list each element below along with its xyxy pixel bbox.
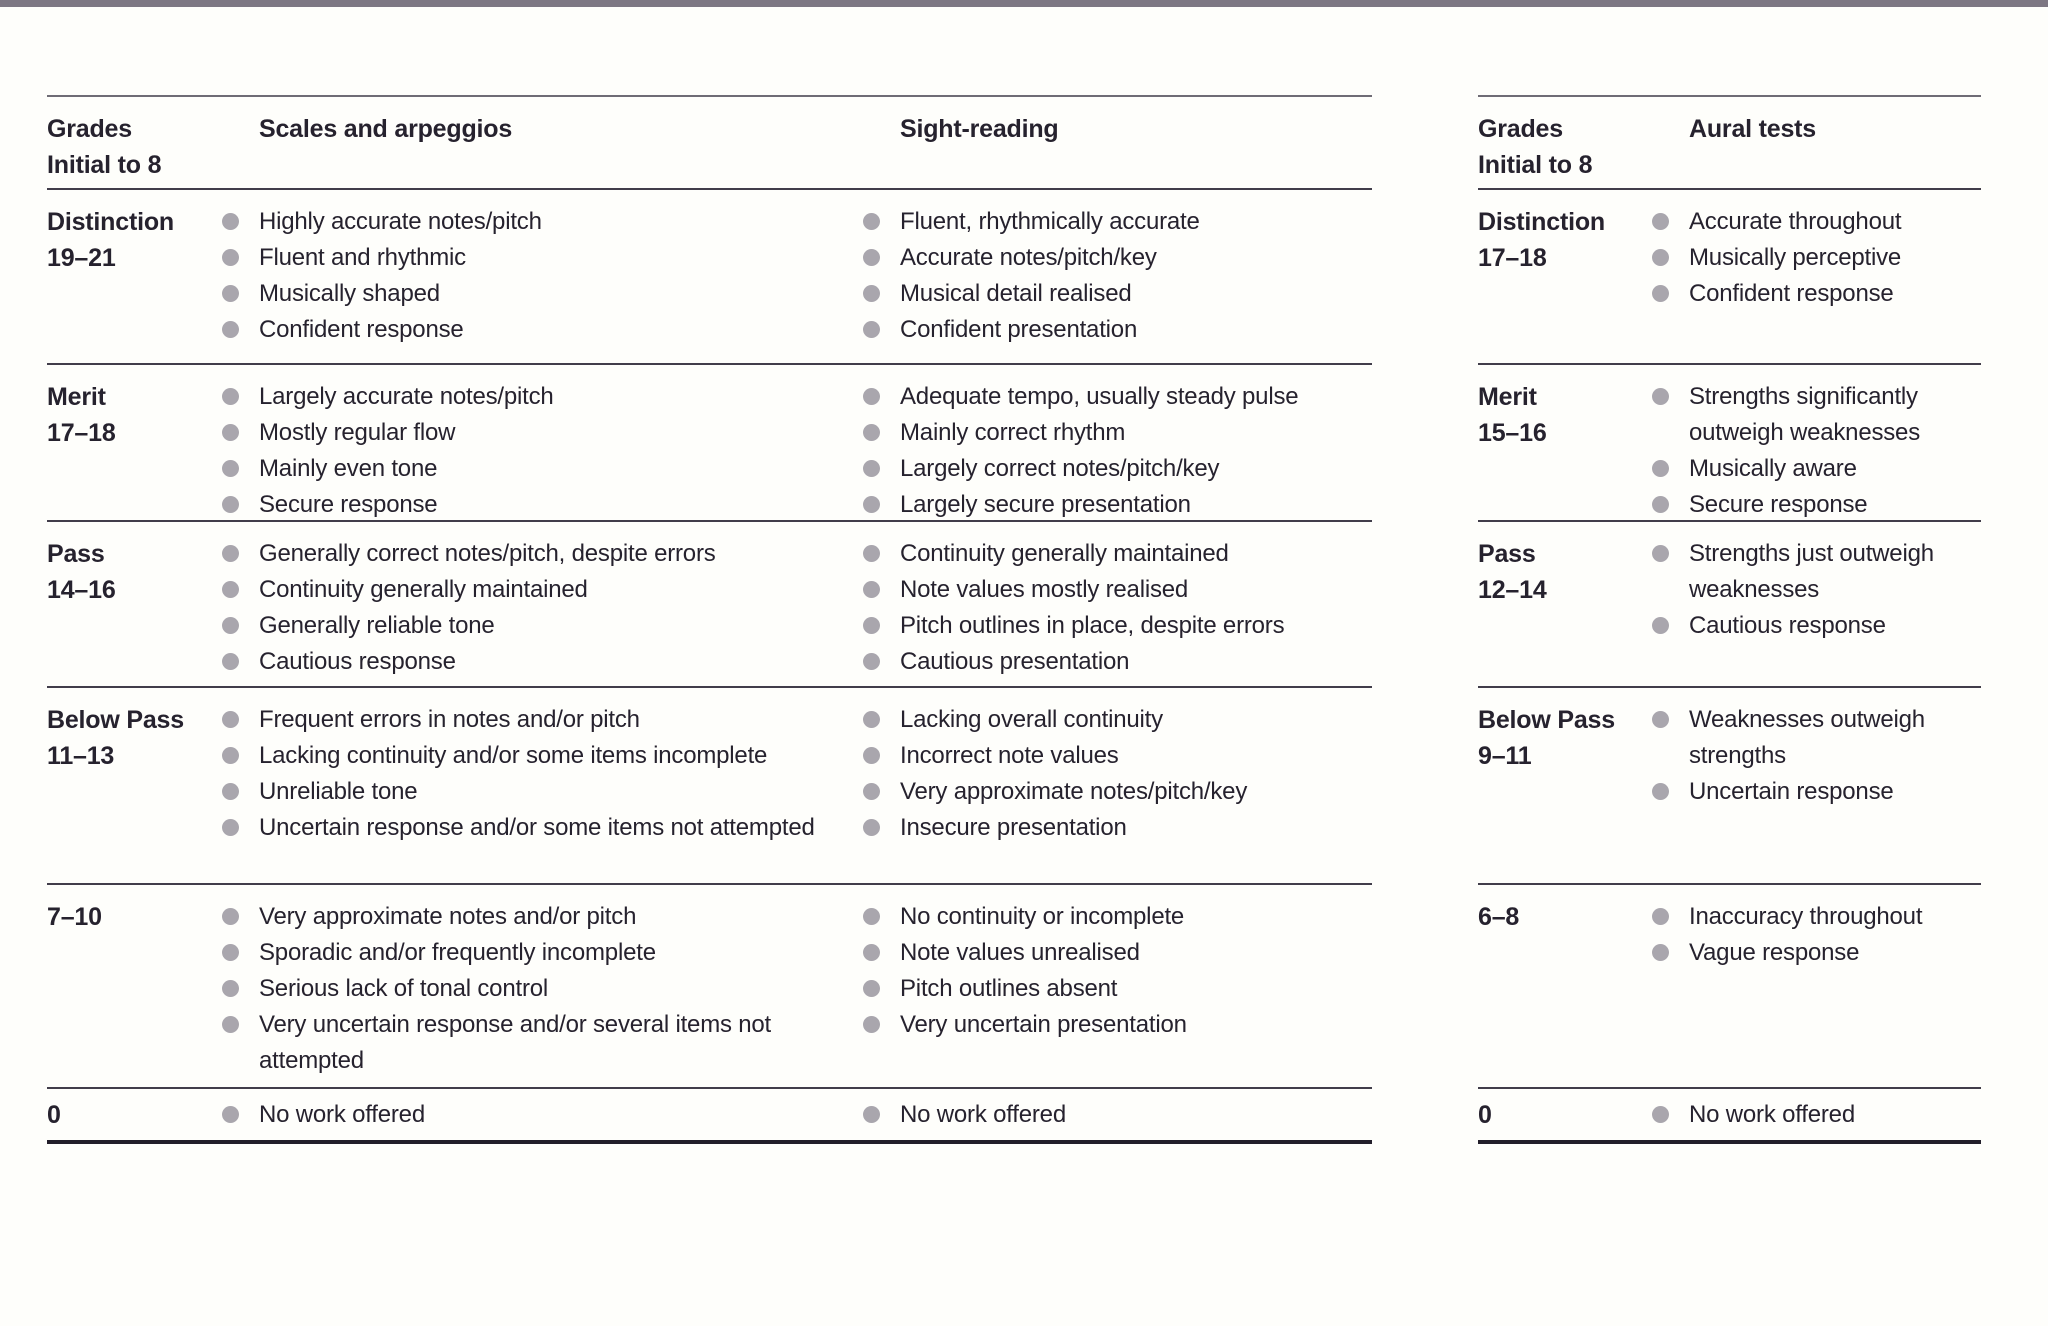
bullet-icon	[1652, 496, 1669, 513]
criterion-text: Lacking overall continuity	[900, 706, 1163, 733]
criterion-item	[863, 204, 1372, 240]
criterion-item	[863, 276, 1372, 312]
bullet-icon	[863, 321, 880, 338]
aural-criteria-list	[1652, 522, 1981, 686]
criterion-item	[863, 774, 1372, 810]
criterion-item	[222, 379, 815, 415]
bullet-icon	[1652, 545, 1669, 562]
bullet-icon	[222, 819, 239, 836]
grade-label: Pass	[1478, 540, 1536, 568]
bullet-icon	[222, 581, 239, 598]
criterion-item	[222, 240, 815, 276]
aural-header-cell: Aural tests	[1689, 115, 1817, 143]
criterion-text: Confident response	[1689, 280, 1894, 307]
criterion-text: Serious lack of tonal control	[259, 975, 549, 1002]
criterion-item	[863, 702, 1372, 738]
criterion-text: Frequent errors in notes and/or pitch	[259, 706, 640, 733]
criterion-text: No work offered	[1689, 1101, 1855, 1128]
bullet-icon	[222, 496, 239, 513]
criterion-item	[1652, 774, 1981, 810]
criterion-item	[863, 415, 1372, 451]
criterion-text: Accurate notes/pitch/key	[900, 244, 1157, 271]
criterion-item	[1652, 935, 1981, 971]
criterion-item	[863, 810, 1372, 846]
table-header-row	[47, 97, 1372, 190]
table-row-below-pass	[47, 688, 1372, 885]
bullet-icon	[222, 653, 239, 670]
bullet-icon	[222, 388, 239, 405]
bullet-icon	[222, 908, 239, 925]
criterion-text: Insecure presentation	[900, 814, 1127, 841]
criterion-item	[222, 935, 815, 971]
criterion-text: Strengths just outweigh weaknesses	[1689, 540, 1934, 603]
bullet-icon	[863, 388, 880, 405]
bullet-icon	[1652, 388, 1669, 405]
marks-range: 19–21	[47, 244, 116, 272]
aural-criteria-list	[1652, 885, 1981, 1087]
criterion-item	[863, 536, 1372, 572]
criterion-text: Secure response	[259, 491, 438, 518]
criterion-text: Musically aware	[1689, 455, 1857, 482]
criterion-text: Accurate throughout	[1689, 208, 1902, 235]
criterion-item	[222, 312, 815, 348]
criterion-text: Very approximate notes/pitch/key	[900, 778, 1248, 805]
bullet-icon	[863, 980, 880, 997]
scales-sightreading-table	[47, 95, 1372, 1144]
grade-label: Below Pass	[47, 706, 184, 734]
criterion-item	[863, 935, 1372, 971]
grades-header-line2: Initial to 8	[47, 151, 162, 179]
aural-criteria-list	[1652, 190, 1981, 363]
bullet-icon	[863, 581, 880, 598]
criterion-item	[1652, 204, 1981, 240]
bullet-icon	[222, 321, 239, 338]
criterion-text: Unreliable tone	[259, 778, 418, 805]
bullet-icon	[863, 213, 880, 230]
scales-header-cell: Scales and arpeggios	[259, 115, 513, 143]
criterion-text: Generally reliable tone	[259, 612, 495, 639]
criterion-item	[222, 572, 815, 608]
bullet-icon	[863, 424, 880, 441]
criterion-text: Vague response	[1689, 939, 1860, 966]
marks-range: 7–10	[47, 903, 102, 931]
criterion-text: Generally correct notes/pitch, despite errors	[259, 540, 716, 567]
criterion-text: Mainly correct rhythm	[900, 419, 1126, 446]
marks-range: 0	[47, 1101, 61, 1129]
grade-cell	[47, 688, 222, 883]
table-row-distinction	[1478, 190, 1981, 365]
criterion-item	[1652, 240, 1981, 276]
marks-range: 12–14	[1478, 576, 1547, 604]
criterion-item	[1652, 451, 1981, 487]
criterion-item	[863, 312, 1372, 348]
criterion-item	[222, 899, 815, 935]
criterion-text: Confident response	[259, 316, 464, 343]
criterion-text: Very uncertain presentation	[900, 1011, 1187, 1038]
aural-criteria-list	[1652, 1089, 1981, 1140]
criterion-item	[863, 487, 1372, 520]
criterion-item	[222, 276, 815, 312]
criterion-item	[863, 1007, 1372, 1043]
criterion-text: Uncertain response	[1689, 778, 1894, 805]
criterion-text: Lacking continuity and/or some items incomplete	[259, 742, 768, 769]
criterion-text: Note values unrealised	[900, 939, 1140, 966]
criterion-item	[863, 240, 1372, 276]
grade-cell	[47, 522, 222, 686]
criterion-item	[863, 899, 1372, 935]
criterion-text: Musically shaped	[259, 280, 440, 307]
criterion-item	[222, 774, 815, 810]
criterion-item	[863, 644, 1372, 680]
table-row-merit	[47, 365, 1372, 522]
marks-range: 14–16	[47, 576, 116, 604]
marks-range: 17–18	[1478, 244, 1547, 272]
marks-range: 11–13	[47, 742, 115, 770]
bullet-icon	[1652, 711, 1669, 728]
grade-label: Merit	[47, 383, 106, 411]
grade-cell	[1478, 885, 1652, 1087]
grade-label: Distinction	[1478, 208, 1605, 236]
bullet-icon	[1652, 213, 1669, 230]
criterion-item	[863, 379, 1372, 415]
criterion-text: No work offered	[900, 1101, 1066, 1128]
grade-label: Merit	[1478, 383, 1537, 411]
criterion-item	[222, 608, 815, 644]
bullet-icon	[1652, 1106, 1669, 1123]
grade-cell	[1478, 522, 1652, 686]
marks-range: 9–11	[1478, 742, 1532, 770]
grades-header-line1: Grades	[1478, 115, 1563, 143]
criterion-item	[222, 810, 815, 846]
criterion-item	[1652, 276, 1981, 312]
criterion-text: Cautious presentation	[900, 648, 1130, 675]
criterion-text: Highly accurate notes/pitch	[259, 208, 542, 235]
grade-cell	[1478, 190, 1652, 363]
grade-cell	[47, 190, 222, 363]
bullet-icon	[222, 424, 239, 441]
criterion-text: Fluent and rhythmic	[259, 244, 466, 271]
criterion-text: No continuity or incomplete	[900, 903, 1185, 930]
table-row-6-8	[1478, 885, 1981, 1089]
criterion-text: Musically perceptive	[1689, 244, 1902, 271]
aural-criteria-list	[1652, 365, 1981, 520]
criterion-item	[1652, 379, 1981, 451]
criterion-text: Pitch outlines in place, despite errors	[900, 612, 1285, 639]
table-row-below-pass	[1478, 688, 1981, 885]
criterion-text: Cautious response	[1689, 612, 1886, 639]
bullet-icon	[1652, 285, 1669, 302]
table-header-row	[1478, 97, 1981, 190]
criterion-text: Inaccuracy throughout	[1689, 903, 1923, 930]
table-row-distinction	[47, 190, 1372, 365]
criterion-item	[863, 608, 1372, 644]
bullet-icon	[863, 944, 880, 961]
bullet-icon	[863, 1016, 880, 1033]
criterion-item	[1652, 1097, 1981, 1133]
bullet-icon	[222, 460, 239, 477]
bullet-icon	[863, 1106, 880, 1123]
criterion-item	[222, 1007, 815, 1079]
aural-tests-table	[1478, 95, 1981, 1144]
bullet-icon	[222, 747, 239, 764]
criterion-text: Fluent, rhythmically accurate	[900, 208, 1200, 235]
grade-cell	[1478, 1089, 1652, 1140]
bullet-icon	[863, 496, 880, 513]
criterion-text: Largely accurate notes/pitch	[259, 383, 554, 410]
bullet-icon	[1652, 908, 1669, 925]
criterion-text: Continuity generally maintained	[900, 540, 1229, 567]
grade-cell	[1478, 365, 1652, 520]
table-row-merit	[1478, 365, 1981, 522]
criterion-text: Uncertain response and/or some items not attempted	[259, 814, 815, 841]
criterion-text: Adequate tempo, usually steady pulse	[900, 383, 1299, 410]
grade-cell	[47, 1089, 222, 1140]
bullet-icon	[863, 783, 880, 800]
bullet-icon	[863, 908, 880, 925]
bullet-icon	[863, 747, 880, 764]
criterion-text: Largely correct notes/pitch/key	[900, 455, 1220, 482]
criterion-item	[863, 738, 1372, 774]
criterion-text: Musical detail realised	[900, 280, 1132, 307]
bullet-icon	[863, 653, 880, 670]
bullet-icon	[222, 711, 239, 728]
criterion-text: Pitch outlines absent	[900, 975, 1118, 1002]
bullet-icon	[863, 545, 880, 562]
criterion-item	[1652, 487, 1981, 520]
criterion-text: No work offered	[259, 1101, 425, 1128]
bullet-icon	[222, 1016, 239, 1033]
bullet-icon	[222, 980, 239, 997]
scales-criteria-list	[222, 885, 863, 1087]
bullet-icon	[222, 1106, 239, 1123]
top-accent-bar	[0, 0, 2048, 7]
sightreading-criteria-list	[863, 1089, 1372, 1140]
criterion-text: Mostly regular flow	[259, 419, 456, 446]
sightreading-criteria-list	[863, 688, 1372, 883]
criterion-text: Incorrect note values	[900, 742, 1119, 769]
grade-cell	[47, 885, 222, 1087]
bullet-icon	[863, 285, 880, 302]
grades-header-line2: Initial to 8	[1478, 151, 1593, 179]
criterion-text: Strengths significantly outweigh weaknesses	[1689, 383, 1921, 446]
sightreading-criteria-list	[863, 190, 1372, 363]
criterion-item	[863, 572, 1372, 608]
criterion-text: Cautious response	[259, 648, 456, 675]
criterion-item	[222, 971, 815, 1007]
criterion-text: Note values mostly realised	[900, 576, 1189, 603]
bullet-icon	[863, 819, 880, 836]
criterion-item	[1652, 899, 1981, 935]
criterion-item	[222, 738, 815, 774]
scales-criteria-list	[222, 1089, 863, 1140]
bullet-icon	[863, 711, 880, 728]
criterion-text: Secure response	[1689, 491, 1868, 518]
criterion-item	[222, 1097, 815, 1133]
table-row-pass	[1478, 522, 1981, 688]
bullet-icon	[863, 460, 880, 477]
bullet-icon	[222, 617, 239, 634]
criterion-item	[222, 487, 815, 520]
scales-criteria-list	[222, 190, 863, 363]
grade-cell	[1478, 688, 1652, 883]
sightreading-header-cell: Sight-reading	[900, 115, 1059, 143]
scales-criteria-list	[222, 522, 863, 686]
criterion-text: Very uncertain response and/or several items not attempted	[259, 1011, 772, 1074]
criterion-text: Very approximate notes and/or pitch	[259, 903, 637, 930]
criterion-item	[222, 451, 815, 487]
grades-header-line1: Grades	[47, 115, 132, 143]
criterion-item	[863, 1097, 1372, 1133]
bullet-icon	[1652, 944, 1669, 961]
grades-header-cell	[47, 97, 222, 188]
criterion-item	[222, 204, 815, 240]
grade-label: Distinction	[47, 208, 174, 236]
marks-range: 6–8	[1478, 903, 1520, 931]
table-row-7-10	[47, 885, 1372, 1089]
table-row-0	[47, 1089, 1372, 1144]
criterion-item	[1652, 536, 1981, 608]
sightreading-criteria-list	[863, 885, 1372, 1087]
bullet-icon	[222, 249, 239, 266]
criterion-item	[1652, 702, 1981, 774]
table-row-0	[1478, 1089, 1981, 1144]
criterion-item	[1652, 608, 1981, 644]
bullet-icon	[1652, 617, 1669, 634]
table-row-pass	[47, 522, 1372, 688]
criterion-text: Largely secure presentation	[900, 491, 1191, 518]
bullet-icon	[222, 783, 239, 800]
grade-label: Below Pass	[1478, 706, 1615, 734]
scales-criteria-list	[222, 365, 863, 520]
marks-range: 0	[1478, 1101, 1492, 1129]
grade-label: Pass	[47, 540, 105, 568]
bullet-icon	[863, 617, 880, 634]
sightreading-criteria-list	[863, 522, 1372, 686]
bullet-icon	[1652, 460, 1669, 477]
marks-range: 15–16	[1478, 419, 1547, 447]
bullet-icon	[222, 545, 239, 562]
bullet-icon	[222, 285, 239, 302]
bullet-icon	[222, 944, 239, 961]
bullet-icon	[1652, 783, 1669, 800]
aural-criteria-list	[1652, 688, 1981, 883]
criterion-text: Confident presentation	[900, 316, 1138, 343]
bullet-icon	[863, 249, 880, 266]
criterion-item	[222, 702, 815, 738]
grades-header-cell	[1478, 97, 1652, 188]
criterion-text: Continuity generally maintained	[259, 576, 588, 603]
criterion-item	[863, 451, 1372, 487]
criterion-item	[863, 971, 1372, 1007]
scales-criteria-list	[222, 688, 863, 883]
criterion-text: Weaknesses outweigh strengths	[1689, 706, 1925, 769]
criterion-text: Mainly even tone	[259, 455, 438, 482]
criterion-text: Sporadic and/or frequently incomplete	[259, 939, 656, 966]
criterion-item	[222, 536, 815, 572]
marks-range: 17–18	[47, 419, 116, 447]
criterion-item	[222, 644, 815, 680]
bullet-icon	[222, 213, 239, 230]
bullet-icon	[1652, 249, 1669, 266]
grade-cell	[47, 365, 222, 520]
sightreading-criteria-list	[863, 365, 1372, 520]
criterion-item	[222, 415, 815, 451]
